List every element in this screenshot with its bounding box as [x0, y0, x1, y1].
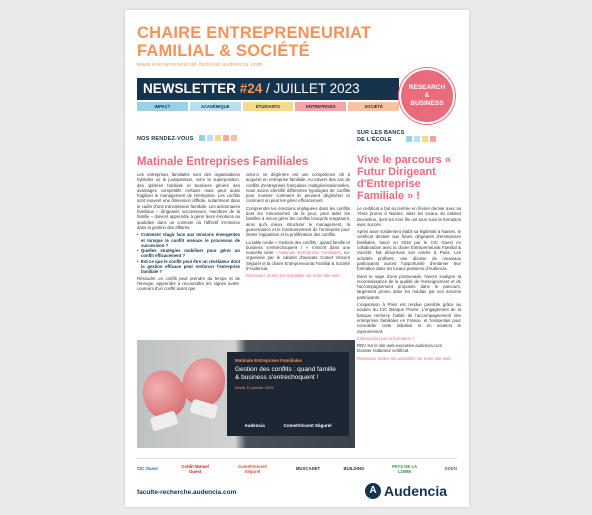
question-item: • Quelles stratégies mobiliser pour gérer un conflit efficacement ? — [137, 248, 240, 259]
category-impact: IMPACT — [137, 102, 188, 111]
partner-logo-cic: CIC Ouest — [137, 466, 158, 471]
category-dot — [422, 136, 428, 142]
footer-url[interactable]: faculte-recherche.audencia.com — [137, 489, 237, 496]
read-more-link-left[interactable]: Retrouvez toutes les actualités sur notre site web. — [246, 273, 341, 279]
partner-logo-eden: ÉDEN — [444, 466, 457, 471]
event-logos — [235, 423, 341, 428]
section-label-bancs: SUR LES BANCS DE L'ÉCOLE — [357, 130, 405, 143]
article-paragraph: Après avoir solidement établi sa légitimité à Nantes, le certificat destiné aux futurs dirigeants d'entreprises familiales, lancé en 2016 par le CIC Ouest en collaboration avec la chaire Entrepreneuriat Familial & Société, fait désormais son entrée à Paris. Les activités profitent, une dizaine de nouveaux participants auront l'opportunité d'entamer leur formation dans les locaux parisiens d'Audencia. — [357, 229, 461, 272]
article-intro: Les entreprises familiales sont des organisations hybrides où la juxtaposition, voire la superposition, des sphères familiale et business génère des avantages compétitifs certains mais peut aussi fragiliser le management de l'entreprise. Les conflits sont souvent une dimension difficile, notamment dans le cadre d'une transmission familiale. Les actionnaires familiaux – dirigeants successeurs, membres de la famille – doivent apprendre à gérer leurs émotions au quotidien dans un contexte où l'affectif s'immisce dans la gestion des affaires. — [137, 172, 240, 230]
cta-label: Intéressé(e) par la formation ? — [357, 335, 415, 341]
partner-logo-muscadet: MUSCADET — [295, 466, 321, 471]
article-paragraph: Dans le sage d'une promenade, l'ancre souligne la reconnaissance de la qualité de l'enseignement et de l'accompagnement proposés dans le parcours, largement promu dans les médias par ses anciens participants. — [357, 273, 461, 300]
question-list — [137, 232, 240, 274]
category-dot — [231, 135, 237, 141]
category-academique: ACADÉMIQUE — [190, 102, 241, 111]
article-column-3 — [357, 206, 461, 363]
category-bar — [137, 102, 399, 111]
question-item: • Comment réagir face aux tensions émergentes et lorsque le conflit menace le processus de succession ? — [137, 232, 240, 248]
event-date: Mardi 21 janvier 2025 — [235, 385, 274, 390]
audencia-logo: Audencia — [244, 423, 265, 428]
category-dot — [215, 135, 221, 141]
matinale-link[interactable]: Matinale Entreprises Familiales — [279, 250, 341, 256]
partner-logo-credit-mutuel: Crédit Mutuel Ouest — [181, 463, 209, 474]
article-paragraph: L'expansion à Paris est rendue possible grâce au soutien du CIC Banque Privée. L'engagement de la banque renforce l'utilité de l'accompagnement des entreprises familiales en France, et l'esssentiel pour consolider cette initiative et en soutenir le rayonnement. — [357, 302, 461, 334]
article-column-1 — [137, 172, 240, 294]
audencia-mark-icon: A — [365, 483, 381, 499]
article-paragraph: celui-ci ne dégénère est une compétence clé à acquérir en entreprise familiale. Au travers des cas de conflits d'entreprises françaises multigénérationnelles, nous avons identifié différentes typologies de conflits pour montrer comment ils peuvent dégénérer et comment on peut les gérer efficacement. — [246, 172, 350, 204]
category-dot — [430, 136, 436, 142]
category-entreprises: ENTREPRISES — [295, 102, 346, 111]
article-heading-parcours: Vive le parcours « Futur Dirigeant d'Entreprise Familiale » ! — [357, 154, 451, 202]
category-dot — [207, 135, 213, 141]
newsletter-label: NEWSLETTER — [143, 81, 236, 96]
event-title: Gestion des conflits : quand famille & business s'entrechoquent ! — [235, 366, 336, 381]
category-societe: SOCIÉTÉ — [348, 102, 399, 111]
partner-logo-building: BUILDING — [343, 466, 365, 471]
chair-url[interactable]: www.entrepreneuriat-familial.audencia.com — [137, 62, 263, 68]
category-etudiants: ÉTUDIANTS — [243, 102, 294, 111]
cta-line: RDV sur le site web executive.audencia.com Dossier rédacteur certificat. — [357, 343, 443, 354]
category-dots — [199, 135, 237, 141]
article-paragraph: Résoudre un conflit peut prendre du temps et de l'énergie, apprendre à reconnaître les signes avant-coureurs d'un conflit avant que — [137, 275, 240, 292]
article-heading-matinale: Matinale Entreprises Familiales — [137, 156, 309, 168]
question-item: • Est-ce que le conflit peut être un révélateur dont la gestion efficace peut renforcer l'entreprise familiale ? — [137, 259, 240, 275]
partner-logo-cometvincent: CometVincent Ségurel — [238, 463, 267, 474]
event-card — [227, 352, 349, 436]
issue-number: #24 — [239, 81, 263, 96]
article-paragraph: Comprendre les émotions impliquées dans les conflits dont les mécanismes de la peur, peut aider les familles à mieux gérer les conflits lorsqu'ils surgissent, ainsi qu'à mieux structurer le management, la gouvernance et le fonctionnement de l'entreprise pour limiter l'apparition et la prolifération des conflits. — [246, 205, 350, 238]
issue-date: / JUILLET 2023 — [262, 81, 360, 96]
audencia-footer-logo: A Audencia — [365, 483, 447, 499]
category-dot — [414, 136, 420, 142]
read-more-link-right[interactable]: Retrouvez toutes les actualités sur notre site web. — [357, 355, 452, 361]
category-dot — [406, 136, 412, 142]
chair-title: CHAIRE ENTREPRENEURIAT FAMILIAL & SOCIÉTÉ — [137, 24, 372, 60]
cometvincent-logo: CometVincent Ségurel — [283, 423, 332, 428]
article-column-2 — [246, 172, 350, 281]
category-dot — [199, 135, 205, 141]
section-label-rendez-vous: NOS RENDEZ-VOUS — [137, 136, 194, 142]
event-kicker: Matinale Entreprises Familiales — [235, 358, 303, 363]
category-dots — [406, 136, 436, 142]
newsletter-page — [125, 10, 469, 507]
article-paragraph: Le certificat a fait sa rentrée en février dernier avec sa 7ème promo à Nantes, dans les locaux du cabinet Devonline, dont les trois fils ont tous suivi la formation avec succès. — [357, 206, 461, 227]
research-business-badge: RESEARCH & BUSINESS — [399, 68, 455, 124]
partner-logos — [137, 458, 457, 476]
article-paragraph: La table ronde « Gestion des conflits : quand famille et business s'entrechoquent ! » s'inscrit dans une nouvelle série - Matinale Entreprises Familiales, co-organisée par le cabinet d'avocats Comet Vincent Ségurel et la chaire Entrepreneuriat Familial & Société d'Audencia. — [246, 239, 351, 272]
newsletter-banner — [137, 78, 399, 100]
event-photo — [137, 340, 355, 448]
category-dot — [223, 135, 229, 141]
partner-logo-pays-de-la-loire: PAYS DE LA LOIRE — [392, 463, 418, 474]
